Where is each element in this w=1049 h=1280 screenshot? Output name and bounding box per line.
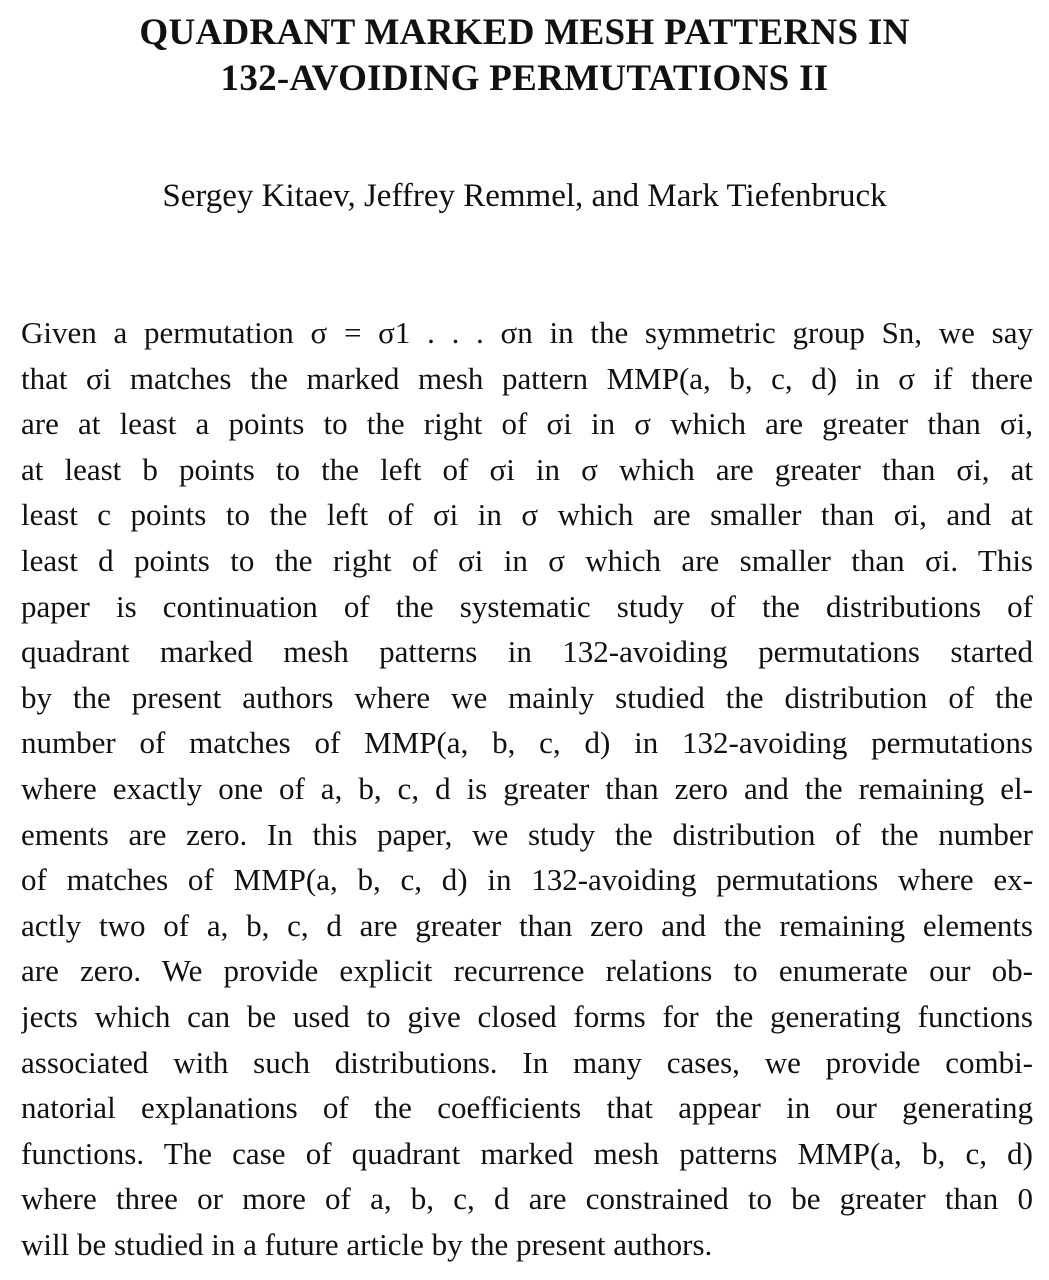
paper-title [0,10,1049,102]
abstract-line: where exactly one of a, b, c, d is greater than zero and the remaining el- [21,770,1033,806]
abstract-line: of matches of MMP(a, b, c, d) in 132-avoiding permutations where ex- [21,862,1033,898]
abstract-line: least d points to the right of σi in σ which are smaller than σi. This [21,542,1033,578]
abstract-line: at least b points to the left of σi in σ which are greater than σi, at [21,451,1033,487]
author-list: Sergey Kitaev, Jeffrey Remmel, and Mark Tiefenbruck [162,178,887,214]
abstract-line: jects which can be used to give closed forms for the generating functions [21,998,1033,1034]
abstract-line: actly two of a, b, c, d are greater than zero and the remaining elements [21,907,1033,943]
abstract-line: are at least a points to the right of σi in σ which are greater than σi, [21,406,1033,442]
abstract-line: are zero. We provide explicit recurrence relations to enumerate our ob- [21,953,1033,989]
abstract-line: paper is continuation of the systematic study of the distributions of [21,588,1033,624]
abstract-line: where three or more of a, b, c, d are constrained to be greater than 0 [21,1181,1033,1217]
abstract-line: that σi matches the marked mesh pattern MMP(a, b, c, d) in σ if there [21,360,1033,396]
abstract-line: associated with such distributions. In many cases, we provide combi- [21,1044,1033,1080]
abstract-line: number of matches of MMP(a, b, c, d) in 132-avoiding permutations [21,725,1033,761]
abstract-line: ements are zero. In this paper, we study the distribution of the number [21,816,1033,852]
abstract [21,310,1033,1267]
abstract-line: will be studied in a future article by the present authors. [21,1226,713,1262]
abstract-line: Given a permutation σ = σ1 . . . σn in the symmetric group Sn, we say [21,315,1033,350]
paper-title-line-2: 132-AVOIDING PERMUTATIONS II [220,58,829,99]
paper-title-line-1: QUADRANT MARKED MESH PATTERNS IN [139,12,910,53]
abstract-line: least c points to the left of σi in σ which are smaller than σi, and at [21,497,1033,533]
abstract-line: natorial explanations of the coefficients that appear in our generating [21,1090,1033,1126]
abstract-line: quadrant marked mesh patterns in 132-avoiding permutations started [21,634,1033,670]
abstract-line: by the present authors where we mainly studied the distribution of the [21,679,1033,715]
abstract-line: functions. The case of quadrant marked mesh patterns MMP(a, b, c, d) [21,1135,1033,1171]
